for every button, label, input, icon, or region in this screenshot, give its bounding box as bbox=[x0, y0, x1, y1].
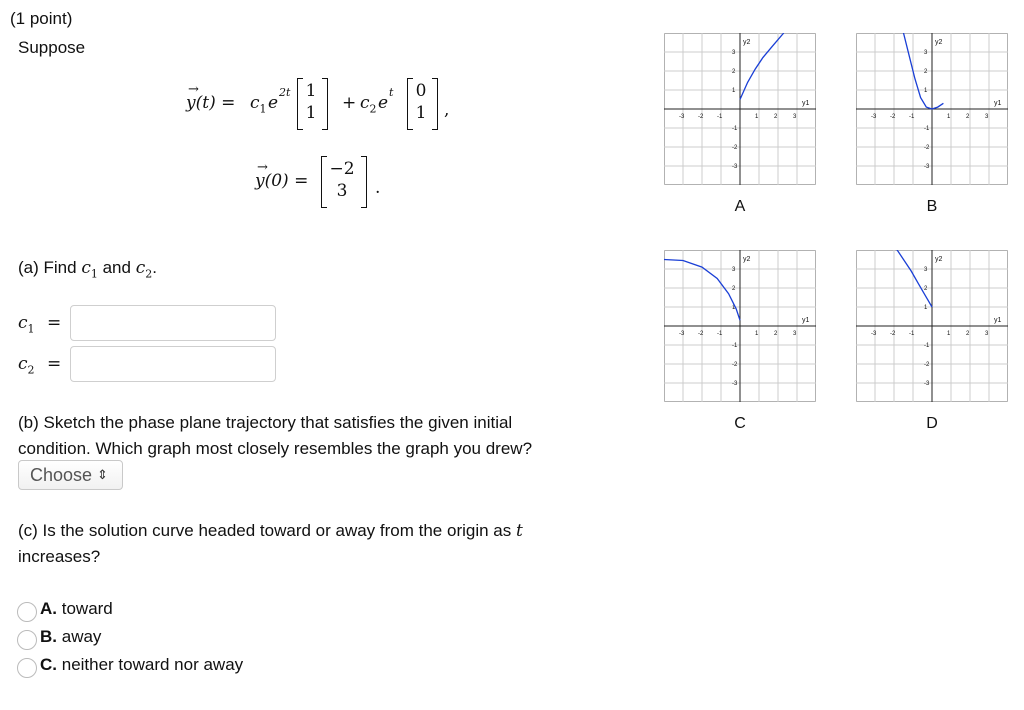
suppose-label: Suppose bbox=[18, 38, 86, 57]
bracket-right bbox=[322, 78, 328, 130]
c1-input[interactable] bbox=[70, 305, 276, 341]
exp-base-1: e bbox=[268, 93, 279, 113]
updown-arrow-icon: ⇕ bbox=[97, 467, 108, 482]
y-tick-label: 3 bbox=[924, 50, 928, 56]
exponent-1: 2t bbox=[279, 86, 291, 99]
exponent-2: t bbox=[389, 86, 394, 99]
exp-base-2: e bbox=[378, 93, 389, 113]
y-tick-label: 1 bbox=[924, 305, 928, 311]
vector-2: 0 1 bbox=[415, 81, 427, 123]
y-tick-label: 2 bbox=[924, 69, 928, 75]
y-tick-label: 2 bbox=[732, 69, 736, 75]
equals-sign: = bbox=[47, 354, 62, 374]
y-tick-label: -2 bbox=[732, 145, 738, 151]
graph-label-b: B bbox=[926, 198, 938, 215]
part-c-line2: increases? bbox=[18, 547, 101, 566]
x-tick-label: 1 bbox=[755, 331, 759, 337]
y-tick-label: -2 bbox=[924, 145, 930, 151]
radio-away[interactable] bbox=[17, 630, 37, 650]
bracket-right bbox=[361, 156, 367, 208]
x-tick-label: 2 bbox=[966, 331, 970, 337]
x-tick-label: 2 bbox=[774, 114, 778, 120]
c2-label: $c_2$ bbox=[18, 354, 35, 377]
comma: , bbox=[444, 100, 450, 120]
y-tick-label: -1 bbox=[924, 126, 930, 132]
equals-sign: = bbox=[47, 313, 62, 333]
y-tick-label: -1 bbox=[924, 343, 930, 349]
x-tick-label: 1 bbox=[947, 114, 951, 120]
y2-axis-label: y2 bbox=[743, 256, 751, 263]
c2-symbol: $c_2$ bbox=[360, 93, 377, 116]
x-tick-label: -2 bbox=[698, 114, 704, 120]
vector-arrow-icon: → bbox=[257, 160, 268, 175]
x-tick-label: -3 bbox=[679, 114, 685, 120]
vector-1: 1 1 bbox=[305, 81, 317, 123]
option-toward[interactable]: A. toward bbox=[40, 599, 113, 618]
x-tick-label: 2 bbox=[966, 114, 970, 120]
y-tick-label: -3 bbox=[732, 164, 738, 170]
y2-axis-label: y2 bbox=[935, 256, 943, 263]
y-tick-label: 1 bbox=[924, 88, 928, 94]
x-tick-label: -1 bbox=[909, 331, 915, 337]
y-of-t: y(t) = bbox=[186, 93, 236, 113]
vector-arrow-icon: → bbox=[188, 82, 199, 97]
part-b-line2: condition. Which graph most closely resembles the graph you drew? bbox=[18, 439, 533, 458]
x-tick-label: 3 bbox=[985, 331, 989, 337]
y-tick-label: 2 bbox=[732, 286, 736, 292]
x-tick-label: -3 bbox=[871, 114, 877, 120]
y-tick-label: -3 bbox=[924, 164, 930, 170]
y-tick-label: 1 bbox=[732, 305, 736, 311]
points-label: (1 point) bbox=[10, 9, 73, 28]
radio-toward[interactable] bbox=[17, 602, 37, 622]
select-value: Choose bbox=[30, 464, 93, 485]
y2-axis-label: y2 bbox=[935, 39, 943, 46]
graph-a bbox=[664, 33, 816, 185]
x-tick-label: -1 bbox=[909, 114, 915, 120]
x-tick-label: -1 bbox=[717, 331, 723, 337]
graph-label-c: C bbox=[734, 415, 746, 432]
y-tick-label: 3 bbox=[732, 50, 736, 56]
x-tick-label: 3 bbox=[985, 114, 989, 120]
y-tick-label: -2 bbox=[732, 362, 738, 368]
graph-b bbox=[856, 33, 1008, 185]
option-away[interactable]: B. away bbox=[40, 627, 102, 646]
graph-c bbox=[664, 250, 816, 402]
x-tick-label: -2 bbox=[890, 114, 896, 120]
y-tick-label: -1 bbox=[732, 343, 738, 349]
y1-axis-label: y1 bbox=[994, 317, 1002, 324]
y-tick-label: -2 bbox=[924, 362, 930, 368]
y-tick-label: 2 bbox=[924, 286, 928, 292]
y1-axis-label: y1 bbox=[802, 317, 810, 324]
y-tick-label: -3 bbox=[924, 381, 930, 387]
y1-axis-label: y1 bbox=[994, 100, 1002, 107]
x-tick-label: -3 bbox=[679, 331, 685, 337]
x-tick-label: 3 bbox=[793, 331, 797, 337]
graph-label-d: D bbox=[926, 415, 938, 432]
part-c-line1: (c) Is the solution curve headed toward or away from the origin as t bbox=[18, 521, 523, 541]
x-tick-label: -2 bbox=[698, 331, 704, 337]
plus-sign: + bbox=[342, 93, 357, 113]
c1-label: $c_1$ bbox=[18, 313, 35, 336]
y1-axis-label: y1 bbox=[802, 100, 810, 107]
x-tick-label: -3 bbox=[871, 331, 877, 337]
x-tick-label: 1 bbox=[947, 331, 951, 337]
y2-axis-label: y2 bbox=[743, 39, 751, 46]
x-tick-label: 3 bbox=[793, 114, 797, 120]
y-tick-label: -1 bbox=[732, 126, 738, 132]
y-tick-label: -3 bbox=[732, 381, 738, 387]
c2-input[interactable] bbox=[70, 346, 276, 382]
option-neither[interactable]: C. neither toward nor away bbox=[40, 655, 244, 674]
y-of-zero: y(0) = bbox=[255, 171, 309, 191]
radio-neither[interactable] bbox=[17, 658, 37, 678]
x-tick-label: 2 bbox=[774, 331, 778, 337]
graph-d bbox=[856, 250, 1008, 402]
y-tick-label: 1 bbox=[732, 88, 736, 94]
y-tick-label: 3 bbox=[924, 267, 928, 273]
x-tick-label: -1 bbox=[717, 114, 723, 120]
bracket-right bbox=[432, 78, 438, 130]
x-tick-label: -2 bbox=[890, 331, 896, 337]
initial-vector: −2 3 bbox=[329, 159, 355, 201]
y-tick-label: 3 bbox=[732, 267, 736, 273]
period: . bbox=[375, 178, 381, 198]
graph-choice-select[interactable] bbox=[18, 460, 123, 490]
graph-label-a: A bbox=[734, 198, 746, 215]
part-b-line1: (b) Sketch the phase plane trajectory that satisfies the given initial bbox=[18, 413, 513, 432]
c1-symbol: $c_1$ bbox=[250, 93, 267, 116]
part-a-prompt: (a) Find $c_1$ and $c_2$. bbox=[18, 258, 157, 281]
x-tick-label: 1 bbox=[755, 114, 759, 120]
